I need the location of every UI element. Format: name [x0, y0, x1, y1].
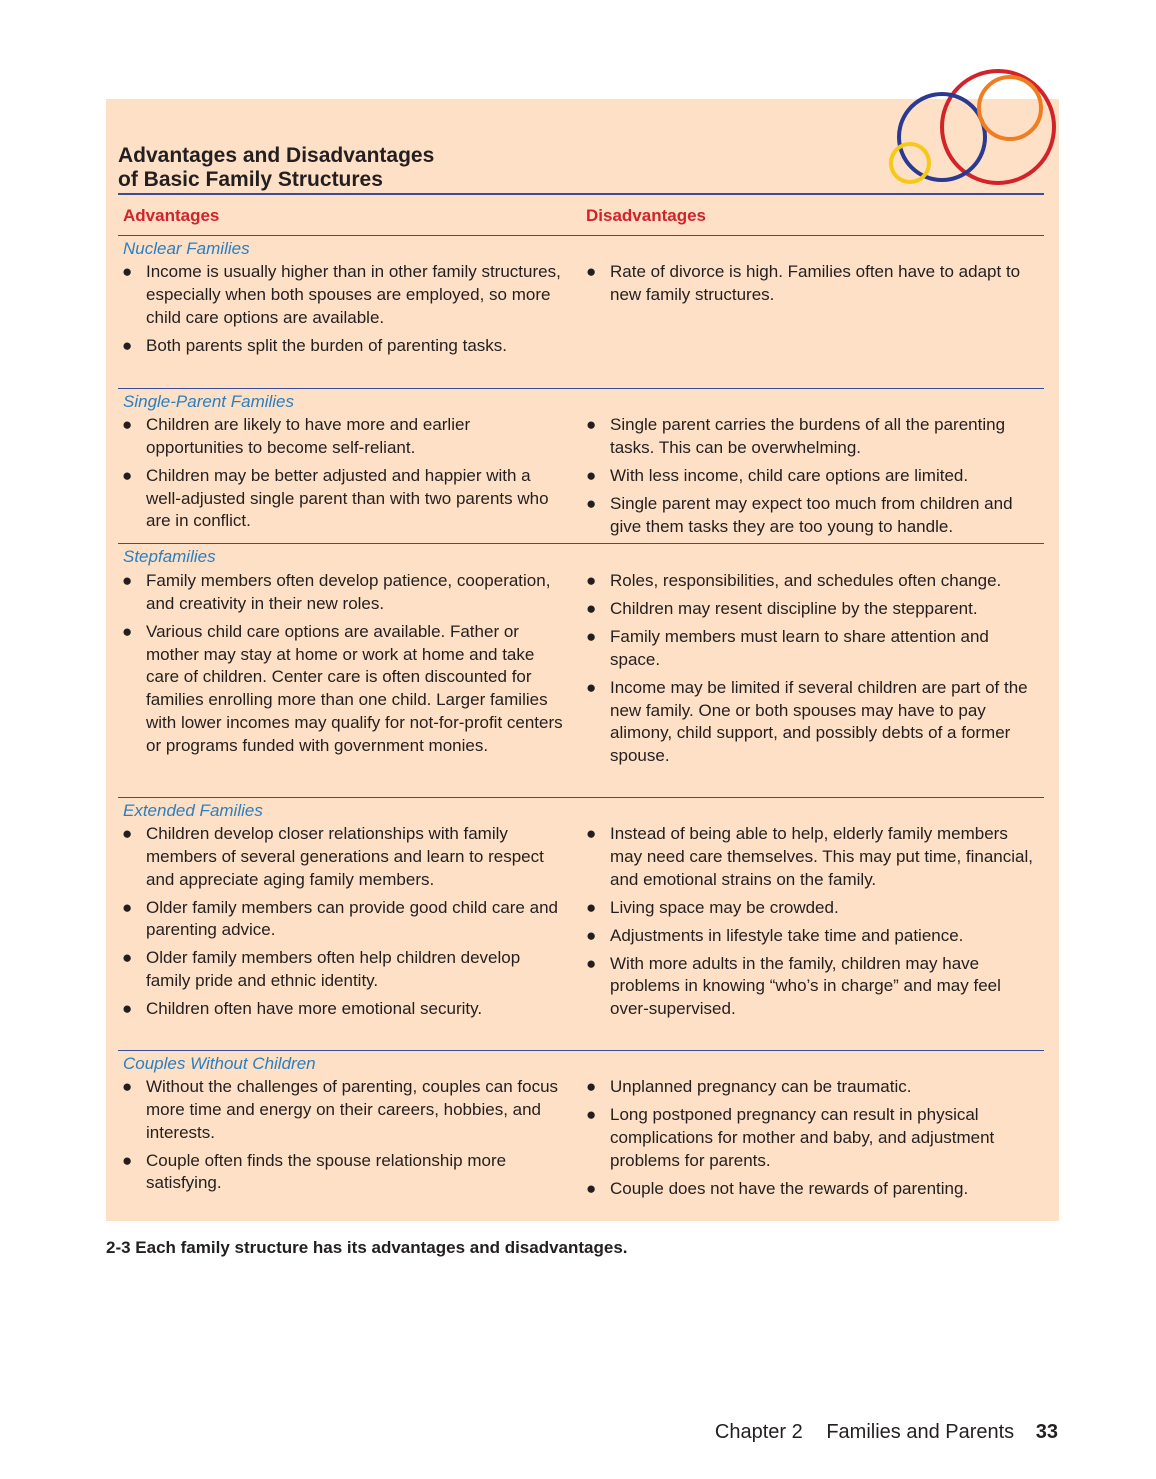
section-title-nuclear: Nuclear Families [123, 239, 250, 258]
bullet-icon: ● [586, 953, 597, 973]
advantages-nuclear [118, 261, 568, 363]
list-item: ● Single parent carries the burdens of all the parenting tasks. This can be overwhelming. [586, 415, 1006, 457]
table-title [118, 144, 638, 192]
section-rule [118, 1050, 1044, 1051]
list-item: ● Children may resent discipline by the stepparent. [582, 598, 1042, 621]
bullet-icon: ● [122, 262, 133, 281]
title-line-2: of Basic Family Structures [118, 168, 383, 191]
disadvantages-header: Disadvantages [586, 206, 706, 225]
list-item: ● Children may be better adjusted and happier with a well-adjusted single parent than with two parents who are in conflict. [122, 465, 549, 531]
disadvantages-couples [582, 1076, 1042, 1206]
section-title-stepfamilies: Stepfamilies [123, 547, 216, 566]
list-item: ● Instead of being able to help, elderly family members may need care themselves. This may put time, financial, and emotional strains on the family. [586, 824, 1033, 889]
list-item: ● Family members must learn to share attention and space. [586, 626, 989, 669]
bullet-icon: ● [122, 948, 133, 968]
bullet-icon: ● [122, 571, 133, 590]
bullet-icon: ● [122, 897, 133, 917]
bullet-icon: ● [586, 925, 597, 945]
disadvantages-stepfamilies [582, 570, 1042, 773]
list-item: ● Living space may be crowded. [582, 897, 1042, 920]
page-number: 33 [1035, 1421, 1058, 1443]
bullet-icon: ● [586, 571, 597, 590]
list-item: ● Income may be limited if several children are part of the new family. One or both spouses may have to pay alimony, child support, and possibly debts of a former spouse. [586, 677, 1028, 766]
list-item: ● Children are likely to have more and earlier opportunities to become self-reliant. [122, 415, 471, 457]
bullet-icon: ● [586, 598, 597, 618]
bullet-icon: ● [122, 999, 133, 1019]
list-item: ● Unplanned pregnancy can be traumatic. [582, 1076, 1042, 1099]
bullet-icon: ● [586, 626, 597, 646]
bullet-icon: ● [586, 824, 597, 843]
list-item: ● Various child care options are available. Father or mother may stay at home or work at home and take care of children. Center care is often discounted for families enrolling more than one child. Larger families with lower incomes may qualify for not-for-profit centers or programs funded with government monies. [122, 621, 563, 755]
list-item: ● Children often have more emotional security. [118, 998, 568, 1021]
list-item: ● Long postponed pregnancy can result in physical complications for mother and baby, and adjustment problems for parents. [586, 1104, 995, 1170]
bullet-icon: ● [122, 621, 133, 641]
list-item: ● Without the challenges of parenting, couples can focus more time and energy on their careers, hobbies, and interests. [122, 1077, 559, 1142]
bullet-icon: ● [122, 335, 133, 355]
section-title-extended: Extended Families [123, 801, 263, 820]
bullet-icon: ● [586, 465, 597, 485]
advantages-stepfamilies [118, 570, 568, 763]
bullet-icon: ● [586, 1104, 597, 1124]
list-item: ● With less income, child care options are limited. [582, 465, 1042, 488]
list-item: ● Family members often develop patience, cooperation, and creativity in their new roles. [122, 571, 551, 613]
section-rule [118, 797, 1044, 798]
advantages-header: Advantages [123, 206, 220, 225]
list-item: ● Couple often finds the spouse relationship more satisfying. [122, 1150, 507, 1193]
bullet-icon: ● [586, 262, 597, 281]
chapter-title: Families and Parents [826, 1421, 1015, 1443]
red-ring [942, 71, 1054, 183]
title-line-1: Advantages and Disadvantages [118, 144, 435, 167]
list-item: ● Roles, responsibilities, and schedules often change. [582, 570, 1042, 593]
list-item: ● Adjustments in lifestyle take time and patience. [582, 925, 1042, 948]
disadvantages-extended [582, 823, 1042, 1026]
list-item: ● Income is usually higher than in other family structures, especially when both spouses are employed, so more child care options are available. [122, 262, 561, 327]
disadvantages-nuclear [582, 261, 1042, 312]
list-item: ● Rate of divorce is high. Families often have to adapt to new family structures. [586, 262, 1021, 304]
bullet-icon: ● [586, 415, 597, 434]
advantages-single-parent [118, 414, 568, 538]
list-item: ● Both parents split the burden of parenting tasks. [118, 335, 568, 358]
bullet-icon: ● [586, 493, 597, 513]
bullet-icon: ● [122, 465, 133, 485]
advantages-extended [118, 823, 568, 1026]
bullet-icon: ● [122, 1150, 133, 1170]
list-item: ● With more adults in the family, children may have problems in knowing “who’s in charge” and may feel over-supervised. [586, 953, 1001, 1019]
list-item: ● Children develop closer relationships with family members of several generations and learn to respect and appreciate aging family members. [122, 824, 544, 889]
bullet-icon: ● [586, 677, 597, 697]
bullet-icon: ● [586, 1178, 597, 1198]
bullet-icon: ● [586, 897, 597, 917]
chapter-label: Chapter 2 [714, 1421, 803, 1443]
disadvantages-single-parent [582, 414, 1042, 544]
title-rule [118, 193, 1044, 195]
bullet-icon: ● [122, 824, 133, 843]
bullet-icon: ● [122, 1077, 133, 1096]
rings-logo [880, 62, 1065, 197]
list-item: ● Older family members often help children develop family pride and ethnic identity. [122, 948, 521, 991]
page-footer [715, 1421, 1058, 1444]
bullet-icon: ● [122, 415, 133, 434]
advantages-couples [118, 1076, 568, 1200]
orange-ring [979, 77, 1041, 139]
list-item: ● Older family members can provide good child care and parenting advice. [122, 897, 558, 940]
section-rule [118, 388, 1044, 389]
figure-caption: 2-3 Each family structure has its advantages and disadvantages. [106, 1238, 628, 1257]
list-item: ● Couple does not have the rewards of parenting. [582, 1178, 1042, 1201]
bullet-icon: ● [586, 1077, 597, 1096]
section-rule [118, 235, 1044, 236]
section-title-couples: Couples Without Children [123, 1054, 316, 1073]
list-item: ● Single parent may expect too much from children and give them tasks they are too young to handle. [586, 493, 1013, 536]
section-title-single-parent: Single-Parent Families [123, 392, 295, 411]
